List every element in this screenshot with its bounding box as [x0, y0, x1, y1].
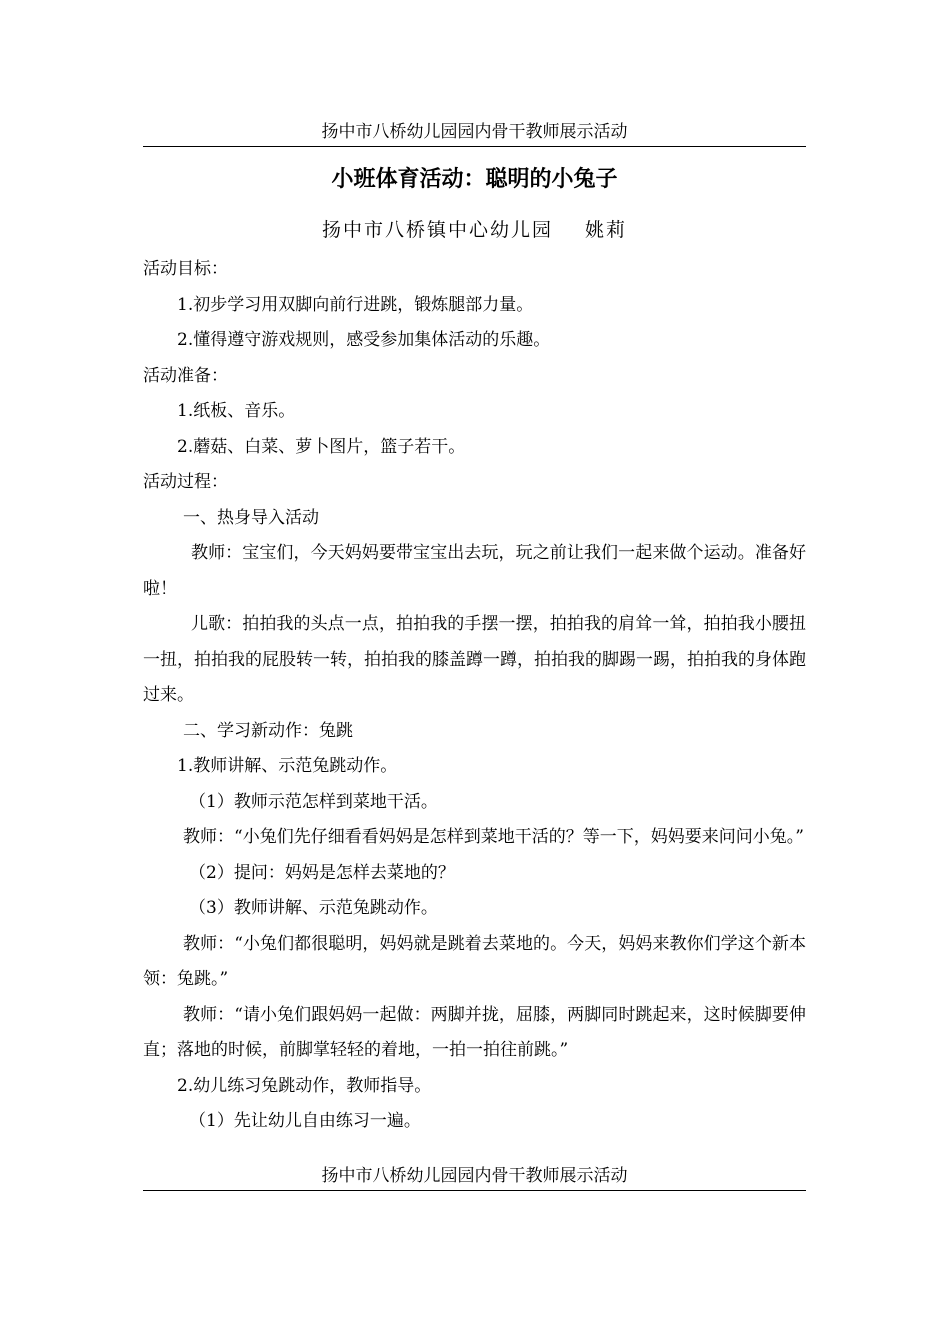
goal-item: 2.懂得遵守游戏规则，感受参加集体活动的乐趣。	[177, 330, 551, 350]
teacher-line: 教师：“请小兔们跟妈妈一起做：两脚并拢，屈膝，两脚同时跳起来，这时候脚要伸直；落地的时候，前脚掌轻轻的着地，一拍一拍往前跳。”	[143, 1004, 806, 1060]
document-body	[143, 252, 806, 1140]
teacher-line: 教师：“小兔们先仔细看看妈妈是怎样到菜地干活的？等一下，妈妈要来问问小兔。”	[183, 827, 804, 847]
document-title: 小班体育活动：聪明的小兔子	[331, 167, 618, 192]
section-heading-process: 活动过程：	[143, 472, 228, 492]
page-footer: 扬中市八桥幼儿园园内骨干教师展示活动	[143, 1162, 806, 1191]
section-heading-goals: 活动目标：	[143, 259, 228, 279]
goal-item: 1.初步学习用双脚向前行进跳，锻炼腿部力量。	[177, 294, 534, 315]
author-line	[143, 212, 806, 248]
process-substep: 2.幼儿练习兔跳动作，教师指导。	[177, 1075, 432, 1096]
teacher-line: 教师：宝宝们，今天妈妈要带宝宝出去玩，玩之前让我们一起来做个运动。准备好啦！	[143, 543, 806, 599]
process-step-heading: 一、热身导入活动	[183, 507, 319, 528]
process-substep: （1）教师示范怎样到菜地干活。	[189, 791, 438, 812]
preparation-item: 1.纸板、音乐。	[177, 401, 296, 421]
author-school: 扬中市八桥镇中心幼儿园	[321, 219, 553, 241]
preparation-item: 2.蘑菇、白菜、萝卜图片，篮子若干。	[177, 436, 466, 457]
author-name: 姚莉	[585, 219, 628, 241]
process-substep: 1.教师讲解、示范兔跳动作。	[177, 756, 398, 776]
page-header: 扬中市八桥幼儿园园内骨干教师展示活动	[143, 118, 806, 147]
section-heading-preparation: 活动准备：	[143, 365, 228, 386]
process-substep: （1）先让幼儿自由练习一遍。	[189, 1111, 421, 1131]
teacher-line: 教师：“小兔们都很聪明，妈妈就是跳着去菜地的。今天，妈妈来教你们学这个新本领：兔跳。”	[143, 933, 806, 989]
nursery-rhyme: 儿歌：拍拍我的头点一点，拍拍我的手摆一摆，拍拍我的肩耸一耸，拍拍我小腰扭一扭，拍拍我的屁股转一转，拍拍我的膝盖蹲一蹲，拍拍我的脚踢一踢，拍拍我的身体跑过来。	[143, 614, 806, 705]
process-step-heading: 二、学习新动作：兔跳	[183, 720, 353, 741]
process-substep: （2）提问：妈妈是怎样去菜地的？	[189, 862, 455, 883]
process-substep: （3）教师讲解、示范兔跳动作。	[189, 898, 438, 918]
